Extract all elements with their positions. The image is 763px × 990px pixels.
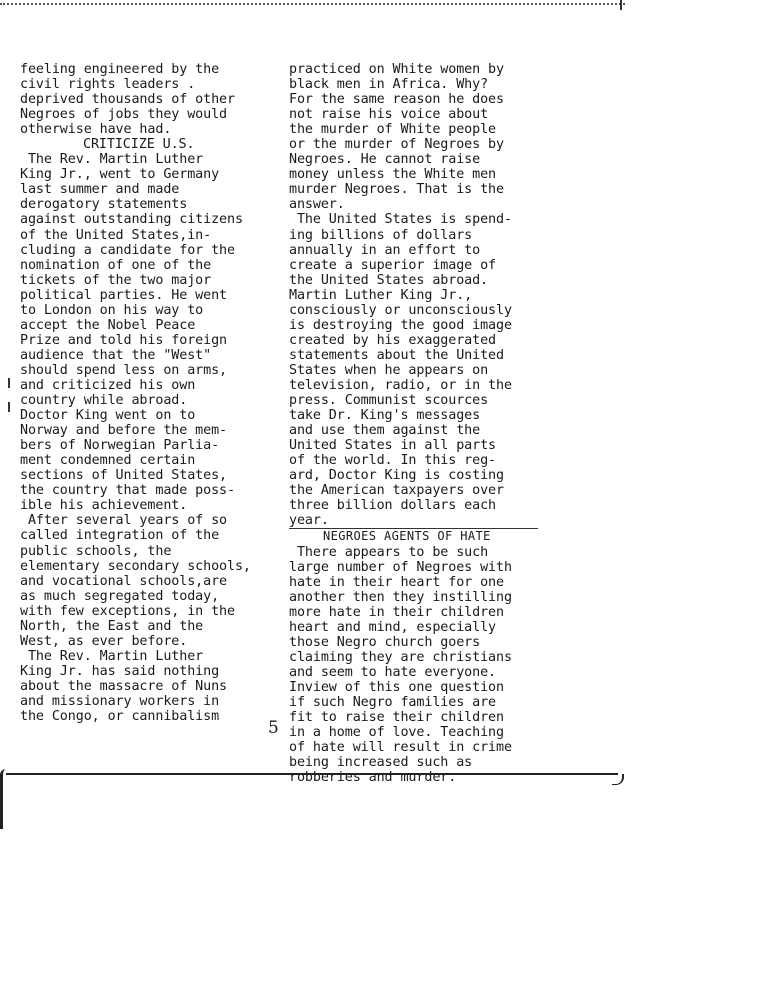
text-line: Negroes of jobs they would	[20, 107, 228, 123]
bottom-border-rule	[6, 773, 618, 775]
left-border-edge	[0, 769, 7, 829]
text-line: being increased such as	[289, 755, 473, 771]
text-line: press. Communist scources	[289, 393, 489, 409]
text-line: Negroes. He cannot raise	[289, 152, 481, 168]
text-line: States when he appears on	[289, 362, 489, 378]
text-line: political parties. He went	[20, 287, 228, 303]
text-line: of the world. In this reg-	[289, 453, 497, 469]
text-line: tickets of the two major	[20, 272, 212, 288]
text-line: is destroying the good image	[289, 317, 512, 333]
text-line: ment condemned certain	[20, 453, 196, 469]
text-line: ard, Doctor King is costing	[289, 468, 504, 484]
text-line: money unless the White men	[289, 167, 497, 183]
text-line: Martin Luther King Jr.,	[289, 287, 473, 303]
text-line: the country that made poss-	[20, 483, 235, 499]
text-line: create a superior image of	[289, 257, 497, 273]
text-line: bers of Norwegian Parlia-	[20, 438, 220, 454]
text-line: and use them against the	[289, 423, 481, 439]
text-line: elementary secondary schools,	[20, 558, 251, 574]
text-line: civil rights leaders .	[20, 77, 196, 93]
text-line: Prize and told his foreign	[20, 332, 228, 348]
text-line: Norway and before the mem-	[20, 423, 228, 439]
text-line: deprived thousands of other	[20, 92, 235, 108]
text-line: statements about the United	[289, 347, 504, 363]
text-line: North, the East and the	[20, 618, 204, 634]
margin-mark	[8, 402, 10, 412]
text-line: more hate in their children	[289, 604, 504, 620]
text-line: last summer and made	[20, 182, 180, 198]
text-line: accept the Nobel Peace	[20, 317, 196, 333]
text-line: the United States abroad.	[289, 272, 489, 288]
text-line: Inview of this one question	[289, 679, 504, 695]
text-line: and vocational schools,are	[20, 573, 228, 589]
text-line: three billion dollars each	[289, 498, 497, 514]
text-line: in a home of love. Teaching	[289, 725, 504, 741]
text-line: of hate will result in crime	[289, 740, 512, 756]
text-line: derogatory statements	[20, 197, 188, 213]
text-line: United States in all parts	[289, 438, 497, 454]
text-line: called integration of the	[20, 528, 220, 544]
text-line: should spend less on arms,	[20, 362, 228, 378]
text-line: cluding a candidate for the	[20, 242, 235, 258]
text-line: King Jr., went to Germany	[20, 167, 220, 183]
text-line: the American taxpayers over	[289, 483, 504, 499]
text-line: created by his exaggerated	[289, 332, 497, 348]
section-heading: NEGROES AGENTS OF HATE	[289, 528, 538, 544]
top-border-rule	[0, 3, 625, 5]
text-line: not raise his voice about	[289, 107, 489, 123]
page-number: 5	[268, 718, 279, 738]
text-line: country while abroad.	[20, 393, 188, 409]
text-line: consciously or unconsciously	[289, 302, 512, 318]
text-line: West, as ever before.	[20, 633, 188, 649]
text-line: the murder of White people	[289, 122, 497, 138]
text-line: claiming they are christians	[289, 649, 512, 665]
text-line: of the United States,in-	[20, 227, 212, 243]
text-line: otherwise have had.	[20, 122, 172, 138]
text-line: with few exceptions, in the	[20, 603, 235, 619]
text-line: black men in Africa. Why?	[289, 77, 489, 93]
text-line: heart and mind, especially	[289, 619, 497, 635]
text-line: King Jr. has said nothing	[20, 663, 220, 679]
text-line: robberies and murder.	[289, 770, 457, 786]
text-line: hate in their heart for one	[289, 574, 504, 590]
text-line: After several years of so	[20, 513, 228, 529]
text-line: and seem to hate everyone.	[289, 664, 497, 680]
top-border-corner	[620, 0, 622, 10]
text-line: practiced on White women by	[289, 62, 504, 77]
text-line: large number of Negroes with	[289, 559, 512, 575]
text-line: take Dr. King's messages	[289, 408, 481, 424]
text-line: if such Negro families are	[289, 694, 497, 710]
text-line: There appears to be such	[289, 544, 489, 560]
margin-mark	[8, 378, 10, 388]
text-line: ible his achievement.	[20, 498, 188, 514]
text-line: as much segregated today,	[20, 588, 220, 604]
text-line: about the massacre of Nuns	[20, 678, 228, 694]
text-line: feeling engineered by the	[20, 62, 220, 77]
right-text-column	[289, 62, 539, 785]
text-line: The Rev. Martin Luther	[20, 152, 204, 168]
text-line: public schools, the	[20, 543, 172, 559]
text-line: annually in an effort to	[289, 242, 481, 258]
text-line: television, radio, or in the	[289, 377, 512, 393]
text-line: ing billions of dollars	[289, 227, 473, 243]
text-line: For the same reason he does	[289, 92, 504, 108]
text-line: The Rev. Martin Luther	[20, 648, 204, 664]
left-text-column	[20, 62, 282, 724]
text-line: sections of United States,	[20, 468, 228, 484]
text-line: answer.	[289, 197, 345, 213]
text-line: nomination of one of the	[20, 257, 212, 273]
text-line: and missionary workers in	[20, 693, 220, 709]
text-line: to London on his way to	[20, 302, 204, 318]
text-line: fit to raise their children	[289, 710, 504, 726]
text-line: Doctor King went on to	[20, 408, 196, 424]
text-line: against outstanding citizens	[20, 212, 243, 228]
text-line: year.	[289, 513, 329, 529]
text-line: or the murder of Negroes by	[289, 137, 504, 153]
text-line: murder Negroes. That is the	[289, 182, 504, 198]
text-line: The United States is spend-	[289, 212, 512, 228]
section-heading: CRITICIZE U.S.	[83, 137, 195, 153]
text-line: audience that the "West"	[20, 347, 212, 363]
text-line: and criticized his own	[20, 377, 196, 393]
bottom-border-corner	[612, 774, 624, 785]
text-line: those Negro church goers	[289, 634, 481, 650]
text-line: the Congo, or cannibalism	[20, 709, 220, 725]
text-line: another then they instilling	[289, 589, 512, 605]
